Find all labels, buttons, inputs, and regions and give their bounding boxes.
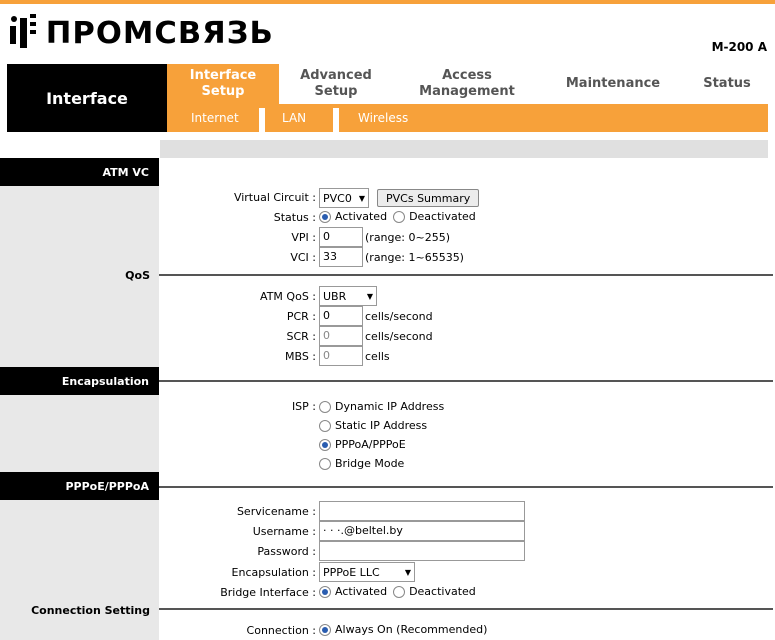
bridge-interface-row [319, 585, 482, 598]
logo-text: ПРОМСВЯЗЬ [45, 16, 274, 51]
bridge-deactivated-label: Deactivated [409, 585, 476, 598]
encapsulation-row [319, 562, 415, 582]
isp-option-bridge [319, 457, 404, 470]
virtual-circuit-label: Virtual Circuit : [233, 191, 316, 204]
pcr-row [319, 306, 433, 326]
atm-qos-select[interactable] [319, 286, 377, 306]
mbs-row [319, 346, 390, 366]
pvcs-summary-button[interactable]: PVCs Summary [377, 189, 479, 207]
bridge-deactivated-radio[interactable] [393, 586, 405, 598]
username-label: Username : [252, 525, 316, 538]
isp-option-dynamic [319, 400, 444, 413]
encapsulation-label: Encapsulation : [231, 566, 316, 579]
password-row [319, 541, 525, 561]
atm-qos-label: ATM QoS : [260, 290, 316, 303]
bridge-activated-radio[interactable] [319, 586, 331, 598]
vpi-row [319, 227, 450, 247]
status-activated-label: Activated [335, 210, 388, 223]
encapsulation-select[interactable] [319, 562, 415, 582]
isp-dynamic-label: Dynamic IP Address [335, 400, 445, 413]
chevron-down-icon: ▼ [404, 567, 411, 577]
section-atm-vc: ATM VC [0, 158, 159, 186]
tab-interface-setup[interactable]: Interface Setup [167, 64, 279, 104]
tab-advanced-setup[interactable]: Advanced Setup [300, 68, 372, 99]
model-name: M-200 A [711, 40, 767, 54]
vpi-input[interactable]: 0 [319, 227, 363, 247]
isp-bridge-radio[interactable] [319, 458, 331, 470]
top-accent-bar [0, 0, 775, 4]
encapsulation-value: PPPoE LLC [323, 565, 380, 579]
pcr-unit: cells/second [365, 309, 433, 323]
vpi-label: VPI : [291, 231, 316, 244]
bridge-activated-label: Activated [335, 585, 388, 598]
scr-row [319, 326, 433, 346]
vpi-range: (range: 0~255) [365, 230, 450, 244]
servicename-row [319, 501, 525, 521]
connection-label: Connection : [246, 624, 316, 637]
password-label: Password : [257, 545, 316, 558]
nav-section-title: Interface [7, 64, 167, 132]
isp-dynamic-radio[interactable] [319, 401, 331, 413]
username-input[interactable]: · · ·.@beltel.by [319, 521, 525, 541]
section-encapsulation: Encapsulation [0, 367, 159, 395]
vci-range: (range: 1~65535) [365, 250, 464, 264]
subnav-divider [333, 108, 339, 132]
pcr-input[interactable]: 0 [319, 306, 363, 326]
section-connection: Connection Setting [31, 604, 150, 617]
subtab-wireless[interactable]: Wireless [358, 111, 409, 125]
subnav-divider [259, 108, 265, 132]
isp-static-label: Static IP Address [335, 419, 428, 432]
nav-tabs [167, 64, 768, 104]
tab-status[interactable]: Status [703, 76, 751, 91]
username-row [319, 521, 525, 541]
vci-label: VCI : [290, 251, 316, 264]
status-deactivated-radio[interactable] [393, 211, 405, 223]
section-divider [159, 274, 773, 276]
isp-pppoe-radio[interactable] [319, 439, 331, 451]
connection-always-on-radio[interactable] [319, 624, 331, 636]
isp-static-radio[interactable] [319, 420, 331, 432]
connection-always-on-label: Always On (Recommended) [335, 623, 488, 636]
isp-pppoe-label: PPPoA/PPPoE [335, 438, 406, 451]
atm-qos-value: UBR [323, 289, 347, 303]
subtab-internet[interactable]: Internet [191, 111, 239, 125]
scr-label: SCR : [286, 330, 316, 343]
mbs-label: MBS : [284, 350, 316, 363]
password-input[interactable] [319, 541, 525, 561]
isp-bridge-label: Bridge Mode [335, 457, 405, 470]
vci-input[interactable]: 33 [319, 247, 363, 267]
section-divider [159, 380, 773, 382]
main-nav [7, 64, 768, 132]
atm-qos-row [319, 286, 377, 306]
status-label: Status : [273, 211, 316, 224]
tab-maintenance[interactable]: Maintenance [565, 76, 661, 91]
bridge-interface-label: Bridge Interface : [220, 586, 316, 599]
servicename-input[interactable] [319, 501, 525, 521]
subtab-lan[interactable]: LAN [282, 111, 307, 125]
scr-unit: cells/second [365, 329, 433, 343]
connection-row [319, 623, 487, 636]
status-row [319, 210, 482, 223]
servicename-label: Servicename : [236, 505, 316, 518]
content-header-bar [160, 140, 768, 158]
status-deactivated-label: Deactivated [409, 210, 476, 223]
section-pppoe: PPPoE/PPPoA [0, 472, 159, 500]
pcr-label: PCR : [286, 310, 316, 323]
mbs-input[interactable]: 0 [319, 346, 363, 366]
chevron-down-icon: ▼ [366, 291, 373, 301]
brand-logo [8, 8, 274, 51]
logo-mark-icon [8, 12, 44, 52]
section-divider [159, 608, 773, 610]
sub-nav [167, 104, 768, 132]
isp-option-pppoe [319, 438, 406, 451]
section-qos: QoS [125, 269, 150, 282]
virtual-circuit-value: PVC0 [323, 191, 352, 205]
virtual-circuit-select[interactable] [319, 188, 369, 208]
isp-option-static [319, 419, 427, 432]
section-divider [159, 486, 773, 488]
tab-access-management[interactable]: Access Management [419, 68, 515, 99]
isp-label: ISP : [291, 400, 316, 413]
vci-row [319, 247, 464, 267]
scr-input[interactable]: 0 [319, 326, 363, 346]
virtual-circuit-row [319, 188, 479, 208]
status-activated-radio[interactable] [319, 211, 331, 223]
mbs-unit: cells [365, 349, 390, 363]
chevron-down-icon: ▼ [358, 193, 365, 203]
